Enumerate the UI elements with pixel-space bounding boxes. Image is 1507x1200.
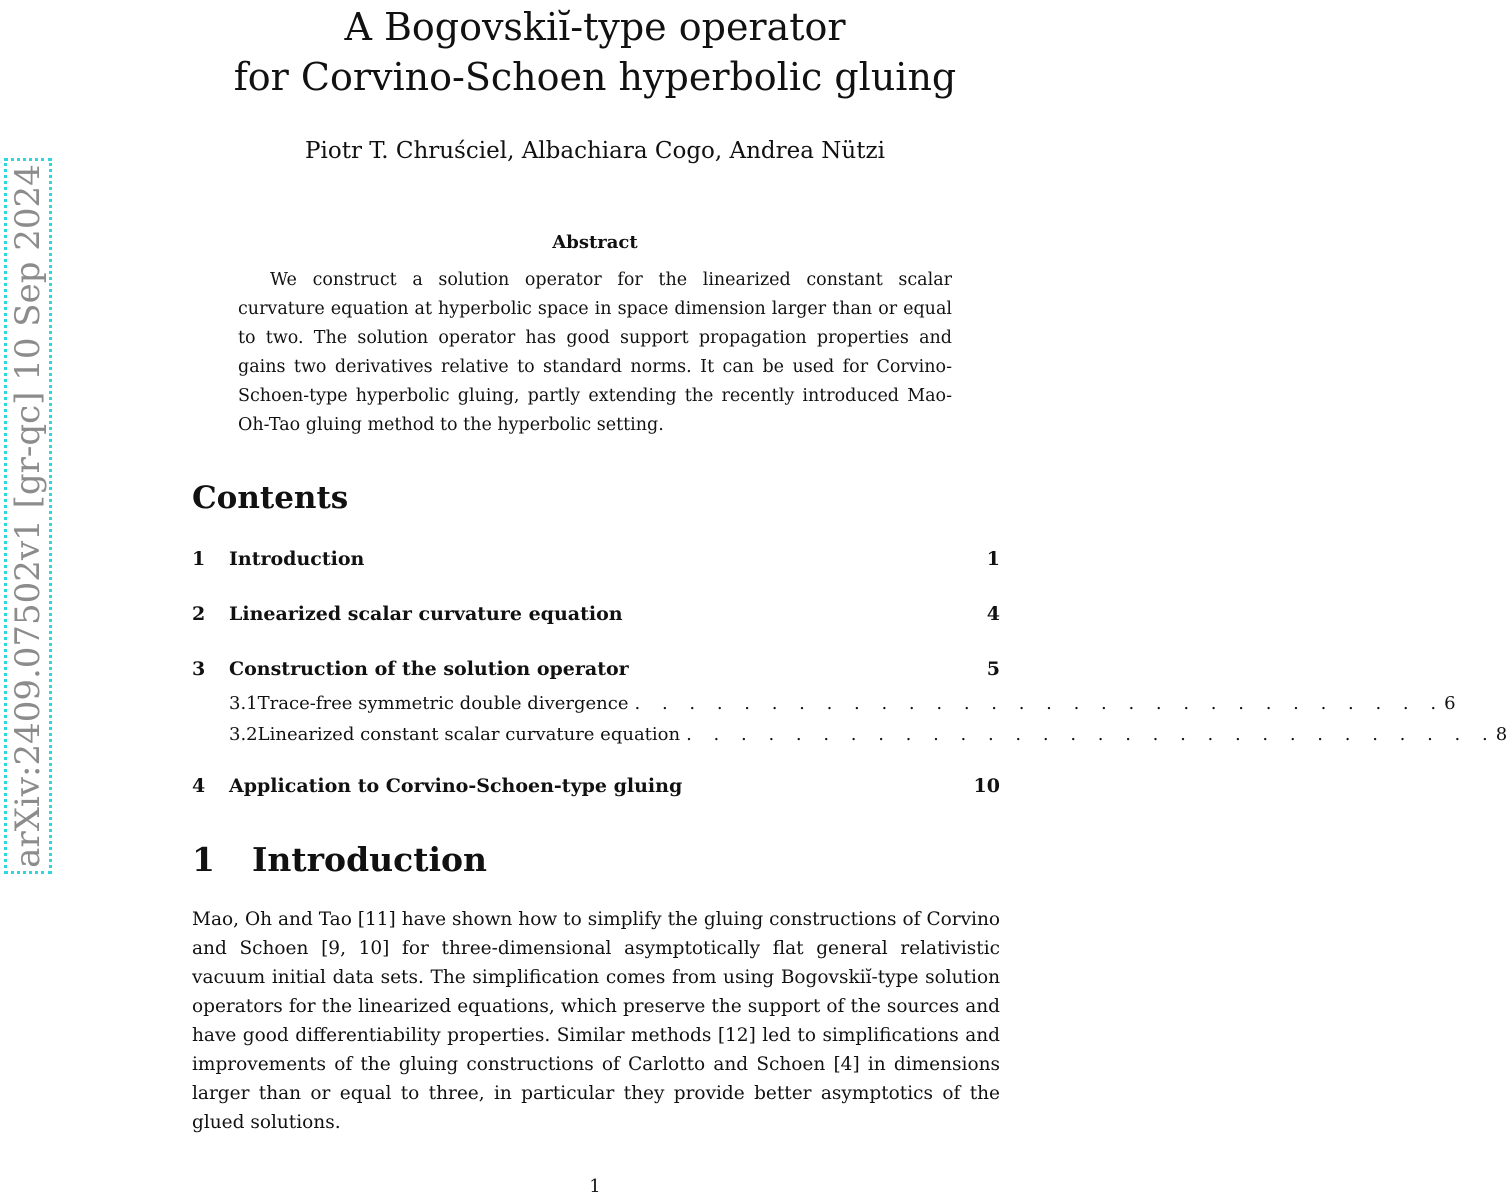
toc-leader-dots: . . . . . . . . . . . . . . . . . . . . . . . . . . . . . . [634, 693, 1445, 714]
page-number: 1 [589, 1176, 601, 1197]
toc-leader-dots: . . . . . . . . . . . . . . . . . . . . . . . . . . . . . . [686, 724, 1496, 745]
toc-number: 3.2 [229, 724, 258, 745]
toc-number: 1 [192, 548, 206, 570]
toc-page: 10 [973, 775, 1000, 797]
toc-label: Trace-free symmetric double divergence [257, 693, 629, 714]
arxiv-stamp: arXiv:2409.07502v1 [gr-qc] 10 Sep 2024 [8, 164, 48, 868]
toc-label: Construction of the solution operator [229, 658, 629, 680]
toc-page: 4 [986, 603, 1000, 625]
toc-number: 2 [192, 603, 206, 625]
toc-section-2[interactable] [192, 595, 1000, 633]
section-number: 1 [192, 840, 215, 879]
toc-page: 1 [986, 548, 1000, 570]
toc-number: 3.1 [229, 693, 258, 714]
toc-number: 4 [192, 775, 206, 797]
toc-section-3[interactable] [192, 650, 1000, 688]
table-of-contents [192, 540, 1507, 805]
toc-page: 6 [1444, 693, 1456, 714]
toc-label: Application to Corvino-Schoen-type gluing [229, 775, 683, 797]
toc-label: Introduction [229, 548, 365, 570]
toc-subsection-3-2[interactable] [192, 719, 1507, 750]
paper-title [190, 2, 1000, 102]
title-line-1: A Bogovskiĭ-type operator [344, 5, 846, 49]
abstract-text: We construct a solution operator for the linearized constant scalar curvature equation at hyperbolic space in space dimension larger than or equal to two. The solution operator has good support propagation properties and gains two derivatives relative to standard norms. It can be used for Corvino-Schoen-type hyperbolic gluing, partly extending the recently introduced Mao-Oh-Tao gluing method to the hyperbolic setting. [238, 270, 952, 435]
toc-page: 5 [986, 658, 1000, 680]
contents-heading: Contents [192, 480, 349, 516]
toc-subsection-3-1[interactable] [192, 688, 1456, 719]
abstract-heading: Abstract [552, 232, 638, 253]
section-heading-introduction [192, 840, 487, 879]
toc-section-1[interactable] [192, 540, 1000, 578]
title-line-2: for Corvino-Schoen hyperbolic gluing [233, 55, 957, 99]
author-list: Piotr T. Chruściel, Albachiara Cogo, Andrea Nützi [305, 138, 885, 164]
toc-label: Linearized scalar curvature equation [229, 603, 623, 625]
toc-page: 8 [1495, 724, 1507, 745]
section-title: Introduction [252, 840, 488, 879]
toc-section-4[interactable] [192, 767, 1000, 805]
introduction-paragraph: Mao, Oh and Tao [11] have shown how to simplify the gluing constructions of Corvino and Schoen [9, 10] for three-dimensional asymptotically flat general relativistic vacuum initial data sets. The simplification comes from using Bogovskiĭ-type solution operators for the linearized equations, which preserve the support of the sources and have good differentiability properties. Similar methods [12] led to simplifications and improvements of the gluing constructions of Carlotto and Schoen [4] in dimensions larger than or equal to three, in particular they provide better asymptotics of the glued solutions. [192, 909, 1000, 1133]
toc-label: Linearized constant scalar curvature equation [257, 724, 681, 745]
toc-number: 3 [192, 658, 206, 680]
